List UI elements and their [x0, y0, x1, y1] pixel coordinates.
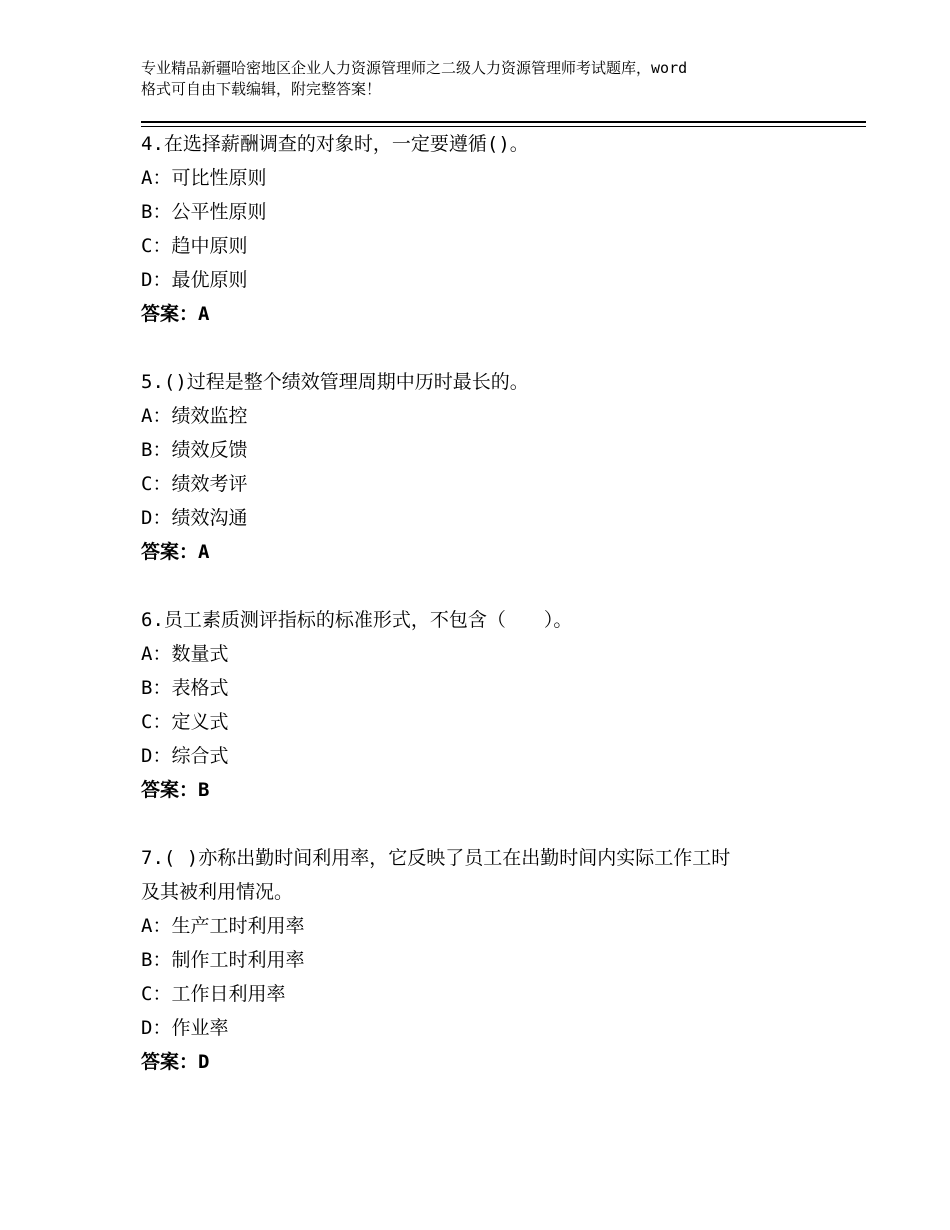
question-text-line-1: 7.( )亦称出勤时间利用率，它反映了员工在出勤时间内实际工作工时 — [141, 847, 731, 869]
option-d: D：绩效沟通 — [141, 507, 248, 529]
option-b: B：制作工时利用率 — [141, 949, 305, 971]
option-a: A：数量式 — [141, 643, 229, 665]
option-c: C：绩效考评 — [141, 473, 248, 495]
header-line-1: 专业精品新疆哈密地区企业人力资源管理师之二级人力资源管理师考试题库，word — [141, 59, 688, 77]
header-line-2: 格式可自由下载编辑，附完整答案！ — [141, 80, 382, 98]
option-c: C：定义式 — [141, 711, 229, 733]
question-7 — [141, 841, 841, 1079]
question-text-line-2: 及其被利用情况。 — [141, 881, 294, 903]
question-6 — [141, 603, 841, 807]
answer-label: 答案：B — [141, 779, 210, 801]
option-b: B：绩效反馈 — [141, 439, 248, 461]
answer-label: 答案：D — [141, 1051, 210, 1073]
question-list — [141, 127, 841, 1113]
question-5 — [141, 365, 841, 569]
option-d: D：综合式 — [141, 745, 229, 767]
header-divider-thick — [141, 121, 866, 123]
option-d: D：最优原则 — [141, 269, 248, 291]
option-c: C：工作日利用率 — [141, 983, 286, 1005]
option-b: B：公平性原则 — [141, 201, 267, 223]
question-4 — [141, 127, 841, 331]
option-a: A：生产工时利用率 — [141, 915, 305, 937]
option-a: A：可比性原则 — [141, 167, 267, 189]
option-b: B：表格式 — [141, 677, 229, 699]
question-text: 6.员工素质测评指标的标准形式，不包含（ ）。 — [141, 609, 573, 631]
question-text: 4.在选择薪酬调查的对象时，一定要遵循()。 — [141, 133, 529, 155]
option-a: A：绩效监控 — [141, 405, 248, 427]
answer-label: 答案：A — [141, 303, 210, 325]
answer-label: 答案：A — [141, 541, 210, 563]
document-header — [141, 58, 831, 100]
option-c: C：趋中原则 — [141, 235, 248, 257]
option-d: D：作业率 — [141, 1017, 229, 1039]
question-text: 5.()过程是整个绩效管理周期中历时最长的。 — [141, 371, 529, 393]
